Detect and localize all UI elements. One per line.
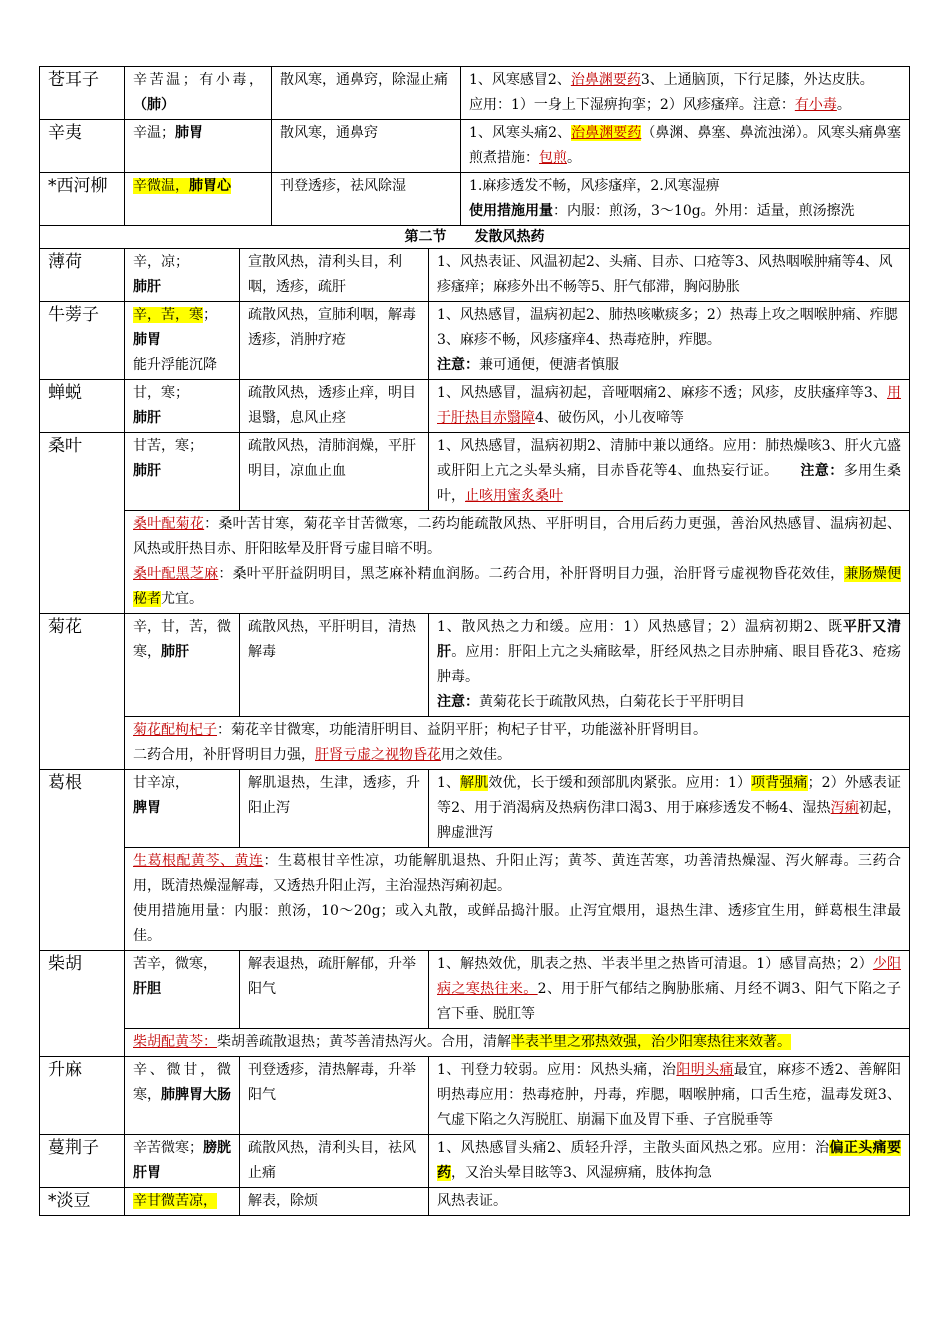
herb-properties: 辛，凉； 肺肝 [125,249,240,302]
herb-applications: 1、风寒感冒2、治鼻渊要药3、上通脑顶，下行足膝，外达皮肤。 应用：1）一身上下湿痹拘挛；2）风疹瘙痒。注意：有小毒。 [461,67,910,120]
herb-applications: 风热表证。 [429,1188,910,1216]
herb-effects: 宣散风热，清利头目，利咽，透疹，疏肝 [240,249,429,302]
herb-effects: 解肌退热，生津，透疹，升阳止泻 [240,770,429,848]
herb-pair-row-sangye [40,511,910,614]
herb-name: *淡豆 [40,1188,125,1216]
herb-row-shengma [40,1057,910,1135]
herb-applications: 1、风热感冒，温病初起，音哑咽痛2、麻疹不透；风疹，皮肤瘙痒等3、用于肝热目赤翳障4、破伤风，小儿夜啼等 [429,380,910,433]
herb-effects: 刊登透疹，清热解毒，升举阳气 [240,1057,429,1135]
herb-table [39,66,916,1216]
herb-properties: 辛苦温；有小毒，（肺） [125,67,272,120]
herb-effects: 疏散风热，宣肺利咽，解毒透疹，消肿疗疮 [240,302,429,380]
herb-name: 蔓荆子 [40,1135,125,1188]
herb-row-chaihu [40,951,910,1029]
herb-pairing-notes: 菊花配枸杞子：菊花辛甘微寒，功能清肝明目、益阴平肝；枸杞子甘平，功能滋补肝肾明目。 二药合用，补肝肾明目力强，肝肾亏虚之视物昏花用之效佳。 [125,717,910,770]
herb-name: 葛根 [40,770,125,951]
herb-effects: 散风寒，通鼻窍 [272,120,461,173]
herb-effects: 刊登透疹，祛风除湿 [272,173,461,226]
herb-properties: 辛甘微苦凉， [125,1188,240,1216]
herb-row-bohe [40,249,910,302]
herb-row-canger [40,67,910,120]
herb-applications: 1、风热感冒头痛2、质轻升浮，主散头面风热之邪。应用：治偏正头痛要药，又治头晕目眩等3、风湿痹痛，肢体拘急 [429,1135,910,1188]
herb-row-juhua [40,614,910,717]
herb-effects: 疏散风热，透疹止痒，明目退翳，息风止痉 [240,380,429,433]
herb-row-xinyi [40,120,910,173]
herb-applications: 1、风热表证、风温初起2、头痛、目赤、口疮等3、风热咽喉肿痛等4、风疹瘙痒；麻疹外出不畅等5、肝气郁滞，胸闷胁胀 [429,249,910,302]
herb-name: 菊花 [40,614,125,770]
herb-applications: 1、风热感冒，温病初期2、清肺中兼以通络。应用：肺热燥咳3、肝火亢盛或肝阳上亢之头晕头痛，目赤昏花等4、血热妄行证。 注意：多用生桑叶，止咳用蜜炙桑叶 [429,433,910,511]
herb-properties: 辛温；肺胃 [125,120,272,173]
herb-pairing-notes: 柴胡配黄芩：柴胡善疏散退热；黄芩善清热泻火。合用，清解半表半里之邪热效强，治少阳寒热往来效著。 [125,1029,910,1057]
herb-properties: 辛、微甘，微寒，肺脾胃大肠 [125,1057,240,1135]
herb-applications: 1、刊登力较弱。应用：风热头痛，治阳明头痛最宜，麻疹不透2、善解阳明热毒应用：热毒疮肿，丹毒，痄腮，咽喉肿痛，口舌生疮，温毒发斑3、气虚下陷之久泻脱肛、崩漏下血及胃下垂、子宫脱垂等 [429,1057,910,1135]
herb-effects: 疏散风热，清利头目，祛风止痛 [240,1135,429,1188]
herb-properties: 辛，苦，寒； 肺胃 能升浮能沉降 [125,302,240,380]
section-title: 第二节 发散风热药 [40,226,910,249]
herb-applications: 1、风寒头痛2、治鼻渊要药（鼻渊、鼻塞、鼻流浊涕）。风寒头痛鼻塞 煎煮措施：包煎。 [461,120,910,173]
herb-pairing-notes: 生葛根配黄芩、黄连：生葛根甘辛性凉，功能解肌退热、升阳止泻；黄芩、黄连苦寒，功善清热燥湿、泻火解毒。三药合用，既清热燥湿解毒，又透热升阳止泻，主治湿热泻痢初起。 使用措施用量：内服：煎汤，10～20g；或入丸散，或鲜品捣汁服。止泻宜煨用，退热生津、透疹宜生用，鲜葛根生津最佳。 [125,848,910,951]
herb-name: 柴胡 [40,951,125,1057]
herb-pair-row-chaihu [40,1029,910,1057]
herb-row-sangye [40,433,910,511]
herb-effects: 解表退热，疏肝解郁，升举阳气 [240,951,429,1029]
herb-properties: 甘，寒； 肺肝 [125,380,240,433]
herb-properties: 甘辛凉， 脾胃 [125,770,240,848]
herb-row-manjing [40,1135,910,1188]
herb-applications: 1、解肌效优，长于缓和颈部肌肉紧张。应用：1）项背强痛；2）外感表证等2、用于消渴病及热病伤津口渴3、用于麻疹透发不畅4、湿热泻痢初起，脾虚泄泻 [429,770,910,848]
herb-properties: 辛苦微寒；膀胱肝胃 [125,1135,240,1188]
herb-name: 薄荷 [40,249,125,302]
herb-applications: 1.麻疹透发不畅，风疹瘙痒，2.风寒湿痹 使用措施用量：内服：煎汤，3～10g。外用：适量，煎汤擦洗 [461,173,910,226]
herb-name: 升麻 [40,1057,125,1135]
herb-properties: 苦辛，微寒， 肝胆 [125,951,240,1029]
herb-name: 蝉蜕 [40,380,125,433]
herb-effects: 解表，除烦 [240,1188,429,1216]
herb-row-gegen [40,770,910,848]
herb-properties: 辛微温，肺胃心 [125,173,272,226]
herb-name: 苍耳子 [40,67,125,120]
section-heading-row [40,226,910,249]
herb-applications: 1、风热感冒，温病初起2、肺热咳嗽痰多；2）热毒上攻之咽喉肿痛、痄腮3、麻疹不畅，风疹瘙痒4、热毒疮肿，痄腮。 注意：兼可通便，便溏者慎服 [429,302,910,380]
herb-name: 桑叶 [40,433,125,614]
herb-properties: 辛，甘，苦，微寒，肺肝 [125,614,240,717]
herb-pair-row-gegen [40,848,910,951]
herb-name: 辛夷 [40,120,125,173]
herb-pair-row-juhua [40,717,910,770]
herb-effects: 疏散风热，清肺润燥，平肝明目，凉血止血 [240,433,429,511]
herb-properties: 甘苦，寒； 肺肝 [125,433,240,511]
herb-row-niubang [40,302,910,380]
herb-row-dandou [40,1188,910,1216]
herb-effects: 疏散风热，平肝明目，清热解毒 [240,614,429,717]
herb-row-xiheliu [40,173,910,226]
herb-applications: 1、散风热之力和缓。应用：1）风热感冒；2）温病初期2、既平肝又清肝。应用：肝阳上亢之头痛眩晕，肝经风热之目赤肿痛、眼目昏花3、疮疡肿毒。 注意：黄菊花长于疏散风热，白菊花长于平肝明目 [429,614,910,717]
herb-applications: 1、解热效优，肌表之热、半表半里之热皆可清退。1）感冒高热；2）少阳病之寒热往来。2、用于肝气郁结之胸胁胀痛、月经不调3、阳气下陷之子宫下垂、脱肛等 [429,951,910,1029]
herb-name: *西河柳 [40,173,125,226]
herb-name: 牛蒡子 [40,302,125,380]
herb-pairing-notes: 桑叶配菊花：桑叶苦甘寒，菊花辛甘苦微寒，二药均能疏散风热、平肝明目，合用后药力更强，善治风热感冒、温病初起、风热或肝热目赤、肝阳眩晕及肝肾亏虚目暗不明。 桑叶配黑芝麻：桑叶平肝益阴明目，黑芝麻补精血润肠。二药合用，补肝肾明目力强，治肝肾亏虚视物昏花效佳，兼肠燥便秘者尤宜。 [125,511,910,614]
herb-effects: 散风寒，通鼻窍，除湿止痛 [272,67,461,120]
herb-row-chantui [40,380,910,433]
